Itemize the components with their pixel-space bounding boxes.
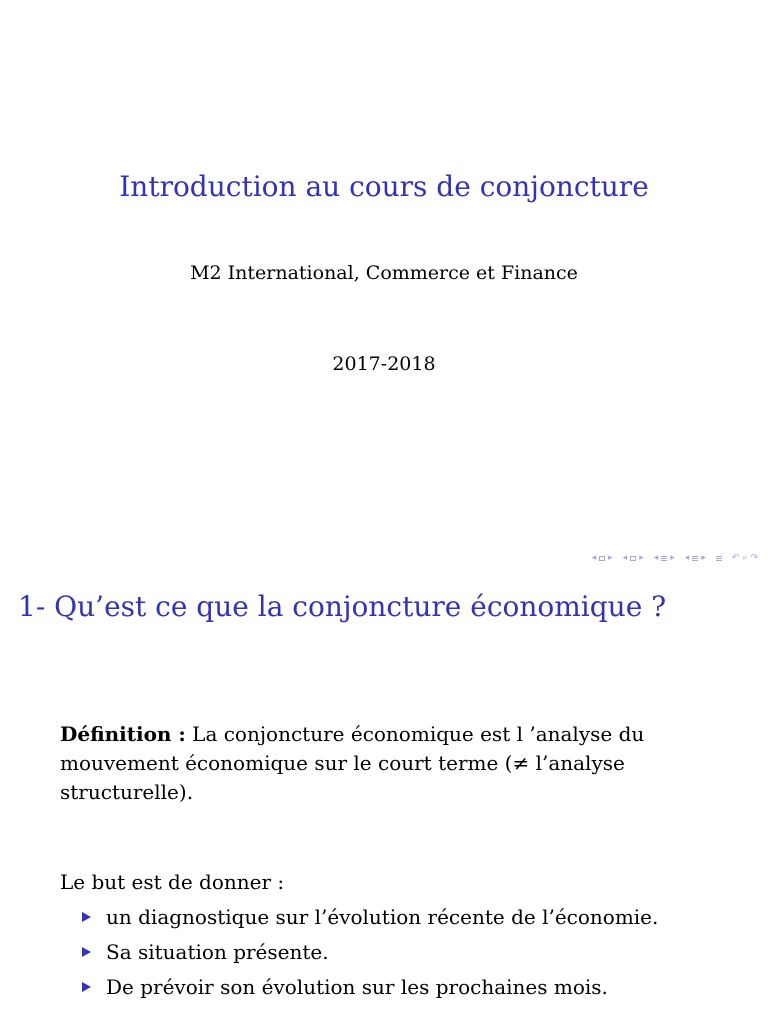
list-item-text: Sa situation présente. xyxy=(106,940,329,964)
list-item-text: De prévoir son évolution sur les prochaines mois. xyxy=(106,975,608,999)
goal-block xyxy=(60,868,710,1008)
subsection-nav-group xyxy=(623,554,644,563)
next-part-icon[interactable]: ▸ xyxy=(701,553,706,563)
frame-box-icon[interactable] xyxy=(599,556,605,561)
goal-list xyxy=(60,903,710,1002)
forward-icon[interactable]: ↷ xyxy=(750,553,758,563)
frame-title: 1- Qu’est ce que la conjoncture économique ? xyxy=(18,590,667,623)
triangle-bullet-icon xyxy=(82,912,91,922)
definition-block xyxy=(60,720,700,807)
triangle-bullet-icon xyxy=(82,982,91,992)
list-item-text: un diagnostique sur l’évolution récente de l’économie. xyxy=(106,905,659,929)
prev-part-icon[interactable]: ◂ xyxy=(684,553,690,563)
triangle-bullet-icon xyxy=(82,947,91,957)
document-nav-group xyxy=(716,556,722,562)
list-item xyxy=(60,903,710,932)
presentation-date: 2017-2018 xyxy=(332,353,436,375)
list-item xyxy=(60,938,710,967)
section-nav-group xyxy=(654,554,675,563)
goal-intro: Le but est de donner : xyxy=(60,870,285,894)
search-icon[interactable]: ⌕ xyxy=(742,553,748,563)
subsection-box-icon[interactable] xyxy=(630,556,636,561)
list-item xyxy=(60,973,710,1002)
frame-nav-group xyxy=(592,554,613,563)
definition-text: La conjoncture économique est l ’analyse du mouvement économique sur le court terme (≠ l’analyse structurelle). xyxy=(60,722,645,804)
section-lines-icon[interactable] xyxy=(661,556,667,562)
next-frame-icon[interactable]: ▸ xyxy=(608,553,613,563)
part-nav-group xyxy=(685,554,706,563)
prev-section-icon[interactable]: ◂ xyxy=(653,553,659,563)
back-icon[interactable]: ↶ xyxy=(731,553,740,563)
prev-frame-icon[interactable]: ◂ xyxy=(591,553,597,563)
content-slide xyxy=(0,576,768,1024)
next-section-icon[interactable]: ▸ xyxy=(670,553,675,563)
definition-label: Définition : xyxy=(60,722,186,746)
presentation-title: Introduction au cours de conjoncture xyxy=(119,170,649,203)
document-icon[interactable] xyxy=(716,556,722,562)
part-lines-icon[interactable] xyxy=(692,556,698,562)
presentation-subtitle: M2 International, Commerce et Finance xyxy=(190,262,578,284)
prev-subsection-icon[interactable]: ◂ xyxy=(622,553,628,563)
next-subsection-icon[interactable]: ▸ xyxy=(639,553,644,563)
misc-nav-group xyxy=(732,554,758,563)
beamer-navigation-bar xyxy=(592,554,758,563)
